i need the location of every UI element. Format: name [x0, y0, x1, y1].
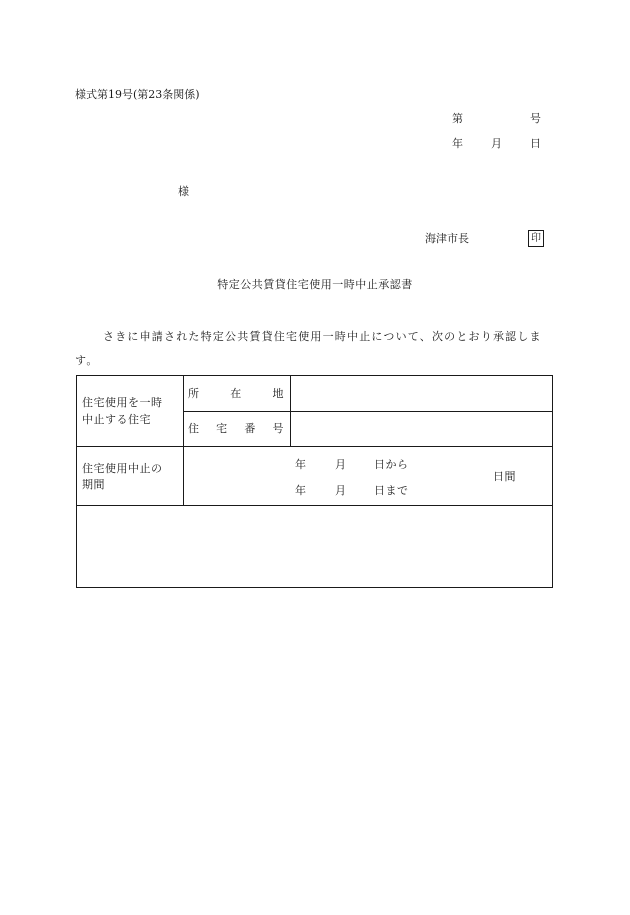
table-rule	[290, 376, 291, 447]
addressee-honorific: 様	[178, 185, 189, 198]
period-label-line1: 住宅使用中止の	[82, 462, 163, 475]
location-label: 所 在 地	[188, 387, 284, 400]
period-days: 日間	[493, 470, 516, 483]
seal-mark: 印	[528, 230, 544, 247]
period-from-month: 月	[335, 458, 347, 471]
row-label-house-line1: 住宅使用を一時	[82, 396, 163, 409]
document-title: 特定公共賃貸住宅使用一時中止承認書	[217, 278, 413, 291]
period-to-month: 月	[335, 484, 347, 497]
house-number-label: 住 宅 番 号	[188, 422, 284, 435]
table-rule	[77, 446, 552, 447]
table-rule	[183, 411, 552, 412]
period-to-year: 年	[295, 484, 307, 497]
issue-date-day: 日	[530, 137, 541, 150]
document-number-suffix: 号	[530, 112, 541, 125]
table-rule	[77, 505, 552, 506]
period-to-day: 日まで	[374, 484, 409, 497]
issue-date-month: 月	[491, 137, 502, 150]
document-number-prefix: 第	[452, 112, 463, 125]
form-reference: 様式第19号(第23条関係)	[75, 88, 200, 101]
issue-date-year: 年	[452, 137, 463, 150]
approval-table	[76, 375, 553, 588]
row-label-house-line2: 中止する住宅	[82, 413, 151, 426]
period-from-year: 年	[295, 458, 307, 471]
period-from-day: 日から	[374, 458, 409, 471]
table-rule	[183, 376, 184, 506]
body-text: さきに申請された特定公共賃貸住宅使用一時中止について、次のとおり承認します。	[75, 330, 542, 367]
issuer-name: 海津市長	[425, 232, 469, 245]
period-label-line2: 期間	[82, 478, 105, 491]
